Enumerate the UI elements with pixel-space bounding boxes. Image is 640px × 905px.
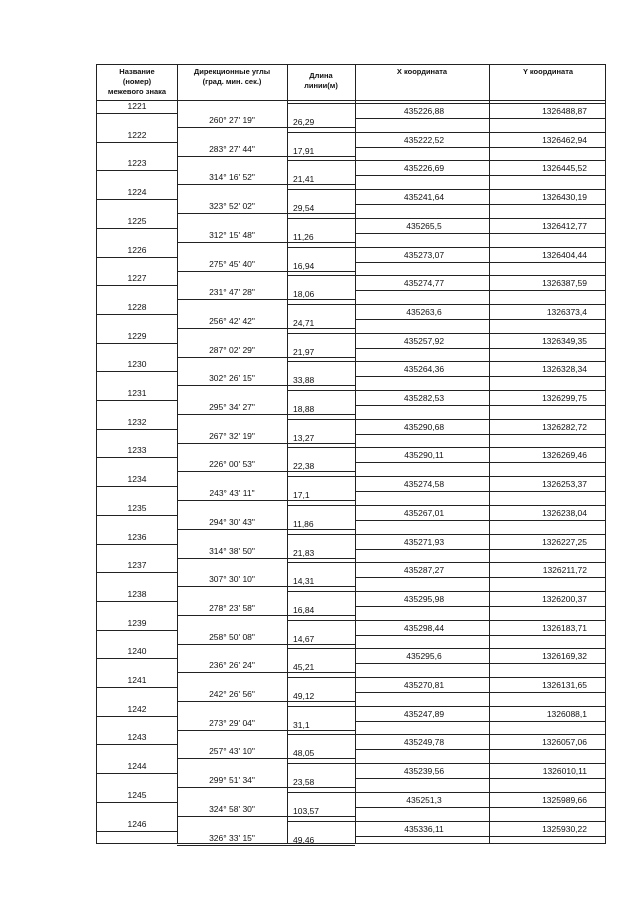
- direction-angle: 242° 26' 56": [209, 689, 255, 699]
- direction-angle: 324° 58' 30": [209, 803, 255, 814]
- line-length: 17,1: [293, 490, 310, 501]
- point-x-coordinate: 435267,01: [403, 507, 445, 518]
- point-x-coordinate: 435298,44: [403, 622, 445, 633]
- row-divider: [177, 328, 355, 329]
- direction-angle: 258° 50' 08": [209, 631, 255, 642]
- row-divider: [355, 462, 605, 463]
- direction-angle: 256° 42' 42": [209, 315, 255, 326]
- column-divider: [355, 65, 356, 843]
- line-length: 11,86: [293, 518, 314, 529]
- direction-angle: 243° 43' 11": [209, 488, 255, 499]
- row-divider: [287, 361, 605, 362]
- row-divider: [287, 734, 605, 735]
- row-divider: [97, 199, 177, 200]
- point-y-coordinate: 1326010,11: [542, 766, 587, 777]
- direction-angle: 314° 38' 50": [209, 545, 255, 556]
- point-y-coordinate: 1326349,35: [542, 335, 587, 346]
- line-length: 16,84: [293, 604, 315, 615]
- row-divider: [177, 758, 355, 759]
- row-divider: [97, 142, 177, 143]
- row-divider: [177, 586, 355, 587]
- row-divider: [355, 778, 605, 779]
- point-y-coordinate: 1326462,94: [542, 134, 587, 145]
- row-divider: [287, 821, 605, 822]
- row-divider: [177, 500, 355, 501]
- row-divider: [177, 615, 355, 616]
- point-name: 1231: [127, 388, 147, 398]
- point-name: 1245: [127, 789, 147, 800]
- point-name: 1227: [127, 273, 147, 284]
- line-length: 18,06: [293, 289, 315, 300]
- point-y-coordinate: 1326269,46: [542, 450, 587, 461]
- point-y-coordinate: 1325989,66: [542, 794, 587, 805]
- point-x-coordinate: 435274,77: [403, 278, 445, 289]
- line-length: 31,1: [293, 719, 310, 730]
- point-y-coordinate: 1326412,77: [542, 220, 587, 231]
- header-y: Y координата: [522, 67, 574, 76]
- direction-angle: 278° 23' 58": [209, 602, 255, 613]
- line-length: 49,46: [293, 834, 315, 845]
- row-divider: [287, 132, 605, 133]
- row-divider: [287, 505, 605, 506]
- line-length: 26,29: [293, 117, 315, 127]
- point-x-coordinate: 435290,68: [403, 421, 445, 432]
- line-length: 14,67: [293, 633, 315, 644]
- direction-angle: 326° 33' 15": [209, 832, 255, 843]
- row-divider: [355, 549, 605, 550]
- point-x-coordinate: 435241,64: [403, 192, 445, 203]
- point-y-coordinate: 1326299,75: [542, 393, 587, 403]
- row-divider: [177, 672, 355, 673]
- row-divider: [97, 457, 177, 458]
- direction-angle: 273° 29' 04": [209, 717, 255, 728]
- point-x-coordinate: 435295,6: [406, 651, 442, 662]
- row-divider: [287, 275, 605, 276]
- row-divider: [177, 299, 355, 300]
- point-name: 1241: [127, 675, 147, 685]
- point-y-coordinate: 1326373,4: [546, 306, 587, 317]
- line-length: 33,88: [293, 375, 315, 386]
- row-divider: [355, 635, 605, 636]
- direction-angle: 226° 00' 53": [209, 459, 255, 470]
- line-length: 24,71: [293, 317, 315, 328]
- column-divider: [287, 65, 288, 843]
- line-length: 22,38: [293, 461, 315, 472]
- row-divider: [355, 692, 605, 693]
- point-name: 1242: [127, 703, 147, 714]
- direction-angle: 231° 47' 28": [209, 287, 255, 298]
- row-divider: [355, 319, 605, 320]
- point-name: 1229: [127, 330, 147, 341]
- row-divider: [97, 228, 177, 229]
- row-divider: [177, 558, 355, 559]
- row-divider: [177, 156, 355, 157]
- point-y-coordinate: 1326227,25: [542, 536, 587, 547]
- line-length: 16,94: [293, 260, 315, 271]
- row-divider: [355, 405, 605, 406]
- point-x-coordinate: 435282,53: [403, 393, 445, 403]
- line-length: 14,31: [293, 576, 315, 587]
- point-x-coordinate: 435239,56: [403, 766, 445, 777]
- row-divider: [177, 184, 355, 185]
- row-divider: [287, 103, 605, 104]
- row-divider: [97, 831, 177, 832]
- header-angles: Дирекционные углы (град. мин. сек.): [193, 67, 271, 86]
- point-name: 1244: [127, 761, 147, 772]
- row-divider: [97, 170, 177, 171]
- row-divider: [287, 419, 605, 420]
- point-x-coordinate: 435249,78: [403, 737, 445, 748]
- row-divider: [355, 836, 605, 837]
- point-y-coordinate: 1326169,32: [542, 651, 587, 662]
- row-divider: [355, 233, 605, 234]
- point-y-coordinate: 1326200,37: [542, 593, 587, 604]
- row-divider: [97, 371, 177, 372]
- row-divider: [97, 601, 177, 602]
- row-divider: [355, 118, 605, 119]
- point-name: 1226: [127, 244, 147, 255]
- line-length: 48,05: [293, 748, 315, 759]
- direction-angle: 260° 27' 19": [209, 115, 255, 125]
- point-name: 1232: [127, 416, 147, 427]
- row-divider: [97, 716, 177, 717]
- row-divider: [355, 175, 605, 176]
- direction-angle: 302° 26' 15": [209, 373, 255, 384]
- point-x-coordinate: 435263,6: [406, 306, 442, 317]
- row-divider: [177, 787, 355, 788]
- point-name: 1243: [127, 732, 147, 743]
- point-x-coordinate: 435251,3: [406, 794, 442, 805]
- coordinates-table: [96, 64, 606, 844]
- point-name: 1233: [127, 445, 147, 456]
- row-divider: [177, 845, 355, 846]
- point-x-coordinate: 435226,88: [403, 106, 445, 116]
- point-name: 1225: [127, 215, 147, 226]
- row-divider: [177, 471, 355, 472]
- row-divider: [97, 515, 177, 516]
- point-name: 1239: [127, 617, 147, 628]
- line-length: 18,88: [293, 404, 315, 414]
- point-y-coordinate: 1326387,59: [542, 278, 587, 289]
- row-divider: [287, 591, 605, 592]
- point-y-coordinate: 1326088,1: [546, 708, 587, 719]
- row-divider: [287, 218, 605, 219]
- row-divider: [177, 816, 355, 817]
- point-x-coordinate: 435270,81: [403, 680, 445, 690]
- point-name: 1234: [127, 474, 147, 485]
- row-divider: [287, 333, 605, 334]
- row-divider: [355, 520, 605, 521]
- row-divider: [97, 658, 177, 659]
- direction-angle: 314° 16' 52": [209, 172, 255, 183]
- point-x-coordinate: 435290,11: [404, 450, 444, 461]
- row-divider: [177, 242, 355, 243]
- row-divider: [287, 476, 605, 477]
- header-x: X координата: [396, 67, 448, 76]
- point-y-coordinate: 1325930,22: [542, 823, 587, 834]
- point-y-coordinate: 1326430,19: [542, 192, 587, 203]
- point-name: 1223: [127, 158, 147, 169]
- row-divider: [177, 271, 355, 272]
- row-divider: [355, 262, 605, 263]
- point-name: 1237: [127, 560, 147, 571]
- point-x-coordinate: 435265,5: [406, 220, 442, 231]
- row-divider: [97, 429, 177, 430]
- line-length: 29,54: [293, 203, 315, 214]
- row-divider: [355, 491, 605, 492]
- point-name: 1230: [127, 359, 147, 370]
- line-length: 21,97: [293, 346, 315, 357]
- row-divider: [287, 447, 605, 448]
- row-divider: [97, 285, 177, 286]
- row-divider: [97, 630, 177, 631]
- row-divider: [287, 562, 605, 563]
- row-divider: [177, 414, 355, 415]
- point-y-coordinate: 1326328,34: [542, 364, 587, 375]
- header-name: Название (номер) межевого знака: [107, 67, 167, 96]
- line-length: 49,12: [293, 691, 315, 701]
- point-x-coordinate: 435273,07: [403, 249, 445, 260]
- header-length: Длина линии(м): [304, 71, 338, 90]
- line-length: 103,57: [293, 805, 319, 816]
- row-divider: [97, 343, 177, 344]
- direction-angle: 267° 32' 19": [209, 430, 255, 441]
- point-name: 1246: [127, 818, 147, 829]
- row-divider: [97, 257, 177, 258]
- row-divider: [177, 127, 355, 128]
- point-x-coordinate: 435336,11: [404, 823, 444, 834]
- point-name: 1224: [127, 187, 147, 198]
- row-divider: [355, 147, 605, 148]
- row-divider: [287, 792, 605, 793]
- line-length: 11,26: [293, 231, 314, 242]
- row-divider: [177, 644, 355, 645]
- direction-angle: 257° 43' 10": [209, 746, 255, 757]
- row-divider: [97, 544, 177, 545]
- row-divider: [97, 744, 177, 745]
- row-divider: [355, 807, 605, 808]
- row-divider: [177, 730, 355, 731]
- row-divider: [287, 763, 605, 764]
- row-divider: [355, 434, 605, 435]
- point-y-coordinate: 1326282,72: [542, 421, 587, 432]
- row-divider: [97, 572, 177, 573]
- row-divider: [177, 529, 355, 530]
- row-divider: [355, 577, 605, 578]
- row-divider: [355, 663, 605, 664]
- direction-angle: 294° 30' 43": [209, 516, 255, 527]
- direction-angle: 312° 15' 48": [209, 229, 255, 240]
- direction-angle: 236° 26' 24": [209, 660, 255, 671]
- row-divider: [355, 290, 605, 291]
- direction-angle: 275° 45' 40": [209, 258, 255, 269]
- row-divider: [287, 677, 605, 678]
- point-y-coordinate: 1326404,44: [542, 249, 587, 260]
- point-x-coordinate: 435264,36: [403, 364, 445, 375]
- line-length: 21,41: [293, 174, 315, 185]
- row-divider: [287, 534, 605, 535]
- direction-angle: 299° 51' 34": [209, 775, 255, 786]
- row-divider: [355, 749, 605, 750]
- direction-angle: 295° 34' 27": [209, 402, 255, 412]
- point-y-coordinate: 1326183,71: [542, 622, 587, 633]
- direction-angle: 323° 52' 02": [209, 201, 255, 212]
- row-divider: [287, 648, 605, 649]
- row-divider: [287, 189, 605, 190]
- direction-angle: 307° 30' 10": [209, 574, 255, 585]
- row-divider: [97, 687, 177, 688]
- point-name: 1221: [127, 101, 147, 111]
- point-x-coordinate: 435222,52: [403, 134, 445, 145]
- point-name: 1236: [127, 531, 147, 542]
- point-y-coordinate: 1326488,87: [542, 106, 587, 116]
- row-divider: [97, 113, 177, 114]
- row-divider: [287, 706, 605, 707]
- line-length: 23,58: [293, 777, 315, 788]
- point-y-coordinate: 1326238,04: [542, 507, 587, 518]
- line-length: 17,91: [293, 145, 315, 156]
- point-y-coordinate: 1326253,37: [542, 479, 587, 490]
- point-y-coordinate: 1326131,65: [542, 680, 587, 690]
- row-divider: [177, 701, 355, 702]
- row-divider: [97, 400, 177, 401]
- row-divider: [177, 443, 355, 444]
- line-length: 21,83: [293, 547, 315, 558]
- point-x-coordinate: 435271,93: [403, 536, 445, 547]
- row-divider: [355, 606, 605, 607]
- row-divider: [97, 773, 177, 774]
- row-divider: [287, 247, 605, 248]
- row-divider: [287, 304, 605, 305]
- row-divider: [177, 213, 355, 214]
- point-y-coordinate: 1326211,72: [542, 565, 587, 576]
- point-x-coordinate: 435274,58: [403, 479, 445, 490]
- row-divider: [287, 620, 605, 621]
- row-divider: [355, 721, 605, 722]
- row-divider: [177, 385, 355, 386]
- point-name: 1222: [127, 129, 147, 140]
- row-divider: [97, 314, 177, 315]
- point-x-coordinate: 435247,89: [403, 708, 445, 719]
- row-divider: [355, 348, 605, 349]
- point-x-coordinate: 435295,98: [403, 593, 445, 604]
- line-length: 13,27: [293, 432, 315, 443]
- point-name: 1238: [127, 588, 147, 599]
- row-divider: [287, 160, 605, 161]
- point-name: 1240: [127, 646, 147, 657]
- row-divider: [355, 376, 605, 377]
- line-length: 45,21: [293, 662, 315, 673]
- row-divider: [97, 802, 177, 803]
- point-x-coordinate: 435287,27: [403, 565, 445, 576]
- point-x-coordinate: 435257,92: [403, 335, 445, 346]
- point-y-coordinate: 1326057,06: [542, 737, 587, 748]
- point-name: 1235: [127, 502, 147, 513]
- direction-angle: 287° 02' 29": [209, 344, 255, 355]
- row-divider: [177, 357, 355, 358]
- point-name: 1228: [127, 301, 147, 312]
- row-divider: [97, 486, 177, 487]
- point-y-coordinate: 1326445,52: [542, 163, 587, 174]
- row-divider: [355, 204, 605, 205]
- point-x-coordinate: 435226,69: [403, 163, 445, 174]
- row-divider: [287, 390, 605, 391]
- direction-angle: 283° 27' 44": [209, 143, 255, 154]
